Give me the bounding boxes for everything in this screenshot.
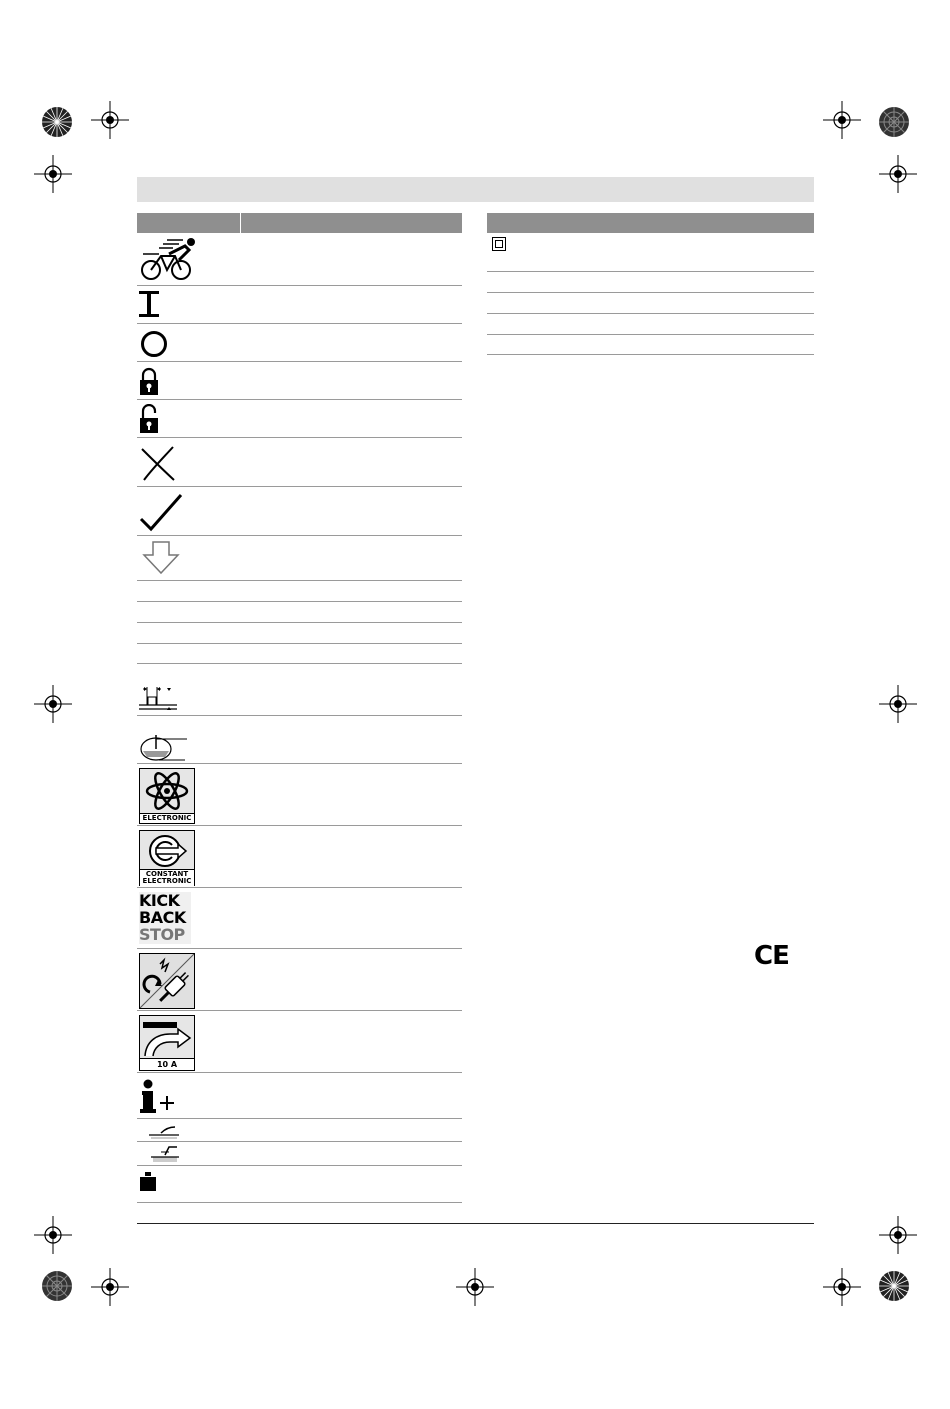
row-divider [137,1141,462,1142]
color-rosette-icon [41,1270,73,1302]
color-rosette-icon [41,106,73,138]
page-header-band [137,177,814,202]
left-table-header [137,213,462,233]
kickback-line-1: KICK [139,891,180,910]
circle-icon [139,330,169,358]
row-divider [137,580,462,581]
plate-tilt-icon [147,1143,181,1163]
row-divider [137,601,462,602]
row-divider [137,715,462,716]
lock-closed-icon [139,366,159,396]
row-divider [137,643,462,644]
registration-mark-icon [91,101,129,139]
row-divider [487,292,814,293]
registration-mark-icon [879,155,917,193]
row-divider [137,437,462,438]
registration-mark-icon [823,101,861,139]
i-beam-icon [139,291,161,317]
page-bottom-rule [137,1223,814,1224]
registration-mark-icon [91,1268,129,1306]
lock-open-icon [139,404,159,434]
ampere-label: 10 A [140,1058,194,1070]
row-divider [137,948,462,949]
registration-mark-icon [34,1216,72,1254]
weight-icon [139,1172,157,1192]
constant-electronic-icon [139,830,195,886]
cross-icon [139,444,177,482]
row-divider [487,354,814,355]
row-divider [137,1072,462,1073]
checkmark-icon [139,493,183,533]
row-divider [137,1165,462,1166]
cutting-depth-icon [139,683,177,713]
row-divider [487,313,814,314]
info-plus-icon [139,1079,177,1115]
row-divider [137,399,462,400]
color-rosette-icon [878,1270,910,1302]
row-divider [137,486,462,487]
restart-protection-icon [139,953,195,1009]
row-divider [137,1202,462,1203]
row-divider [137,285,462,286]
ce-mark-icon: CE [754,941,789,971]
constant-label-line-1: CONSTANT [145,870,189,878]
registration-mark-icon [34,155,72,193]
row-divider [137,763,462,764]
protection-class-icon [492,237,506,251]
row-divider [487,271,814,272]
registration-mark-icon [34,685,72,723]
kickback-stop-icon [139,892,191,944]
plate-position-icon [147,1121,181,1139]
row-divider [137,361,462,362]
cyclist-icon [139,236,197,282]
registration-mark-icon [456,1268,494,1306]
row-divider [487,334,814,335]
registration-mark-icon [879,685,917,723]
electronic-icon [139,768,195,824]
row-divider [137,323,462,324]
kickback-line-2: BACK [139,908,186,927]
row-divider [137,825,462,826]
row-divider [137,1118,462,1119]
color-rosette-icon [878,106,910,138]
down-arrow-icon [142,541,180,575]
row-divider [137,663,462,664]
row-divider [137,1010,462,1011]
constant-label-line-2: ELECTRONIC [142,877,192,885]
row-divider [137,622,462,623]
bevel-angle-icon [139,733,189,763]
ampere-icon [139,1015,195,1071]
registration-mark-icon [823,1268,861,1306]
row-divider [137,887,462,888]
registration-mark-icon [879,1216,917,1254]
kickback-line-3: STOP [139,925,185,944]
row-divider [137,535,462,536]
electronic-label: ELECTRONIC [140,813,194,823]
right-table-header [487,213,814,233]
constant-electronic-label [140,869,194,886]
